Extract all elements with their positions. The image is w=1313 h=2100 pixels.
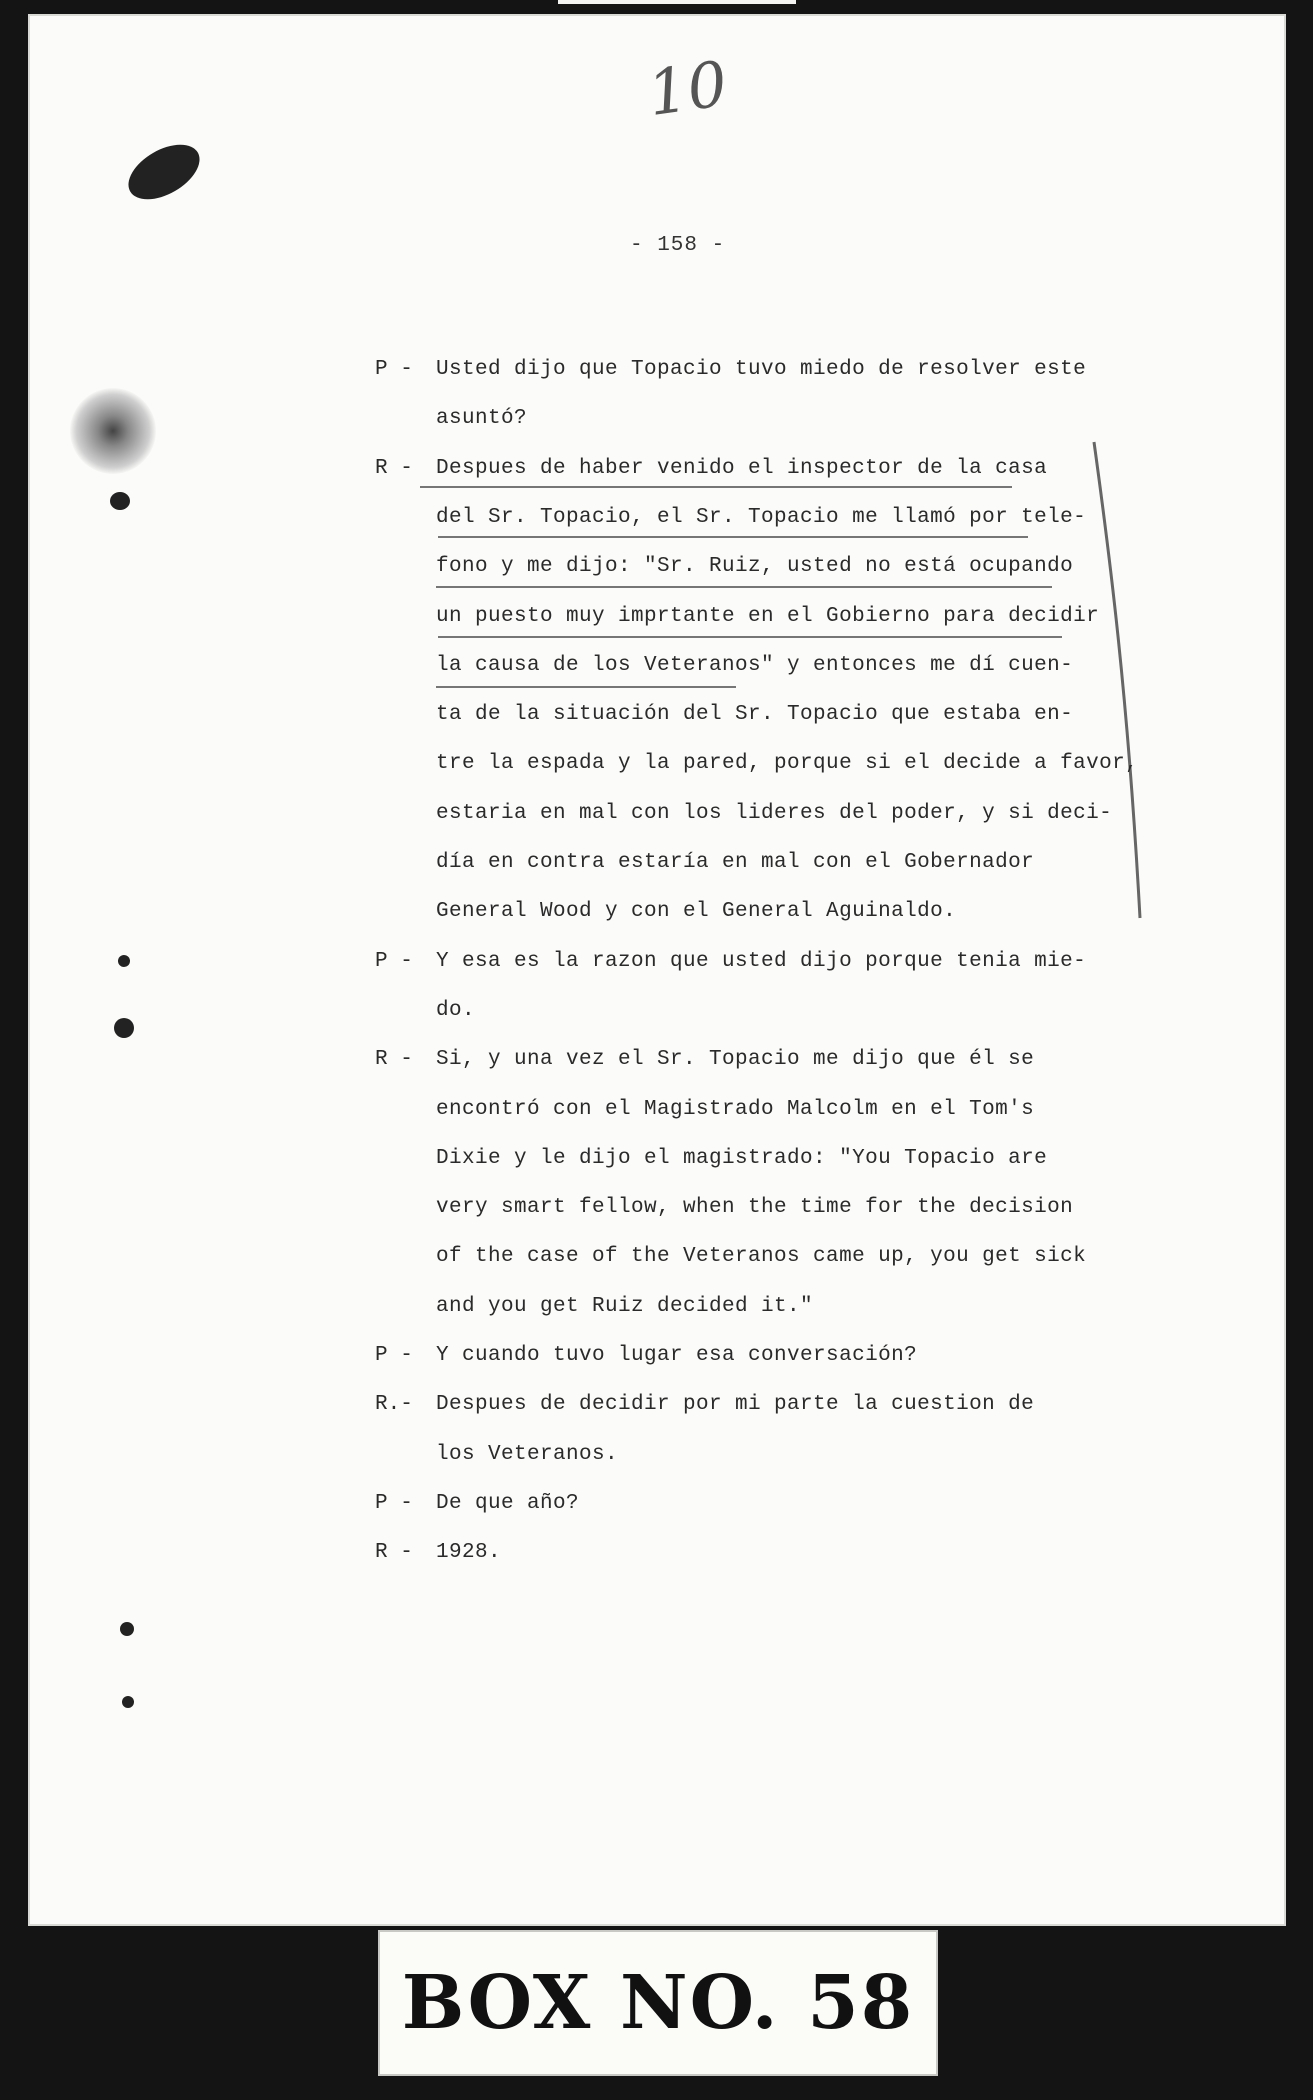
dialogue-line: 1928. — [436, 1541, 502, 1565]
dialogue-line: asuntó? — [436, 407, 528, 431]
dialogue-line: fono y me dijo: "Sr. Ruiz, usted no está ocupando — [436, 555, 1074, 579]
speaker-label: R - — [375, 1541, 413, 1565]
dialogue-line: Si, y una vez el Sr. Topacio me dijo que él se — [436, 1048, 1035, 1072]
dialogue-line: Y cuando tuvo lugar esa conversación? — [436, 1344, 918, 1367]
speaker-label: P - — [375, 358, 413, 381]
pencil-underline — [436, 586, 1052, 588]
speaker-label: P - — [375, 949, 413, 973]
dialogue-line: encontró con el Magistrado Malcolm en el Tom's — [436, 1097, 1035, 1121]
dialogue-line: Y esa es la razon que usted dijo porque tenia mie- — [436, 949, 1087, 973]
dialogue-line: la causa de los Veteranos" y entonces me dí cuen- — [436, 653, 1074, 677]
dialogue-line: Despues de haber venido el inspector de la casa — [436, 456, 1048, 480]
ink-dot — [122, 1696, 134, 1708]
top-paper-strip — [558, 0, 796, 4]
dialogue-line: Dixie y le dijo el magistrado: "You Topacio are — [436, 1146, 1048, 1170]
dialogue-line: un puesto muy imprtante en el Gobierno para decidir — [436, 604, 1100, 628]
pencil-underline — [436, 686, 736, 688]
dialogue-line: tre la espada y la pared, porque si el decide a favor, — [436, 752, 1139, 776]
dialogue-line: De que año? — [436, 1491, 580, 1515]
speaker-label: R - — [375, 456, 413, 480]
ink-dot — [120, 1622, 134, 1636]
ink-dot — [110, 492, 130, 510]
page-number: - 158 - — [630, 234, 726, 257]
dialogue-line: día en contra estaría en mal con el Gobernador — [436, 851, 1035, 874]
dialogue-line: estaria en mal con los lideres del poder, y si deci- — [436, 801, 1113, 825]
pencil-margin-line — [1090, 438, 1150, 926]
dialogue-line: General Wood y con el General Aguinaldo. — [436, 900, 957, 924]
dialogue-line: do. — [436, 998, 476, 1022]
dialogue-line: of the case of the Veteranos came up, you get sick — [436, 1245, 1087, 1269]
dialogue-line: los Veteranos. — [436, 1442, 619, 1466]
pencil-underline — [420, 486, 1012, 488]
speaker-label: P - — [375, 1491, 413, 1515]
ink-dot — [118, 955, 130, 967]
pencil-underline — [438, 636, 1062, 638]
stain-mark — [70, 388, 156, 474]
pencil-underline — [438, 536, 1028, 538]
dialogue-line: ta de la situación del Sr. Topacio que estaba en- — [436, 703, 1074, 727]
dialogue-line: very smart fellow, when the time for the decision — [436, 1196, 1074, 1220]
dialogue-line: Despues de decidir por mi parte la cuestion de — [436, 1393, 1035, 1417]
speaker-label: P - — [375, 1344, 413, 1367]
dialogue-line: Usted dijo que Topacio tuvo miedo de resolver este — [436, 358, 1087, 381]
handwritten-page-number: 10 — [643, 46, 732, 131]
box-label-text: BOX NO. 58 — [401, 1960, 915, 2046]
box-label — [378, 1930, 938, 2076]
speaker-label: R - — [375, 1048, 413, 1072]
dialogue-line: and you get Ruiz decided it." — [436, 1294, 814, 1318]
speaker-label: R.- — [375, 1393, 413, 1417]
ink-dot — [114, 1018, 134, 1038]
dialogue-line: del Sr. Topacio, el Sr. Topacio me llamó por tele- — [436, 505, 1087, 529]
